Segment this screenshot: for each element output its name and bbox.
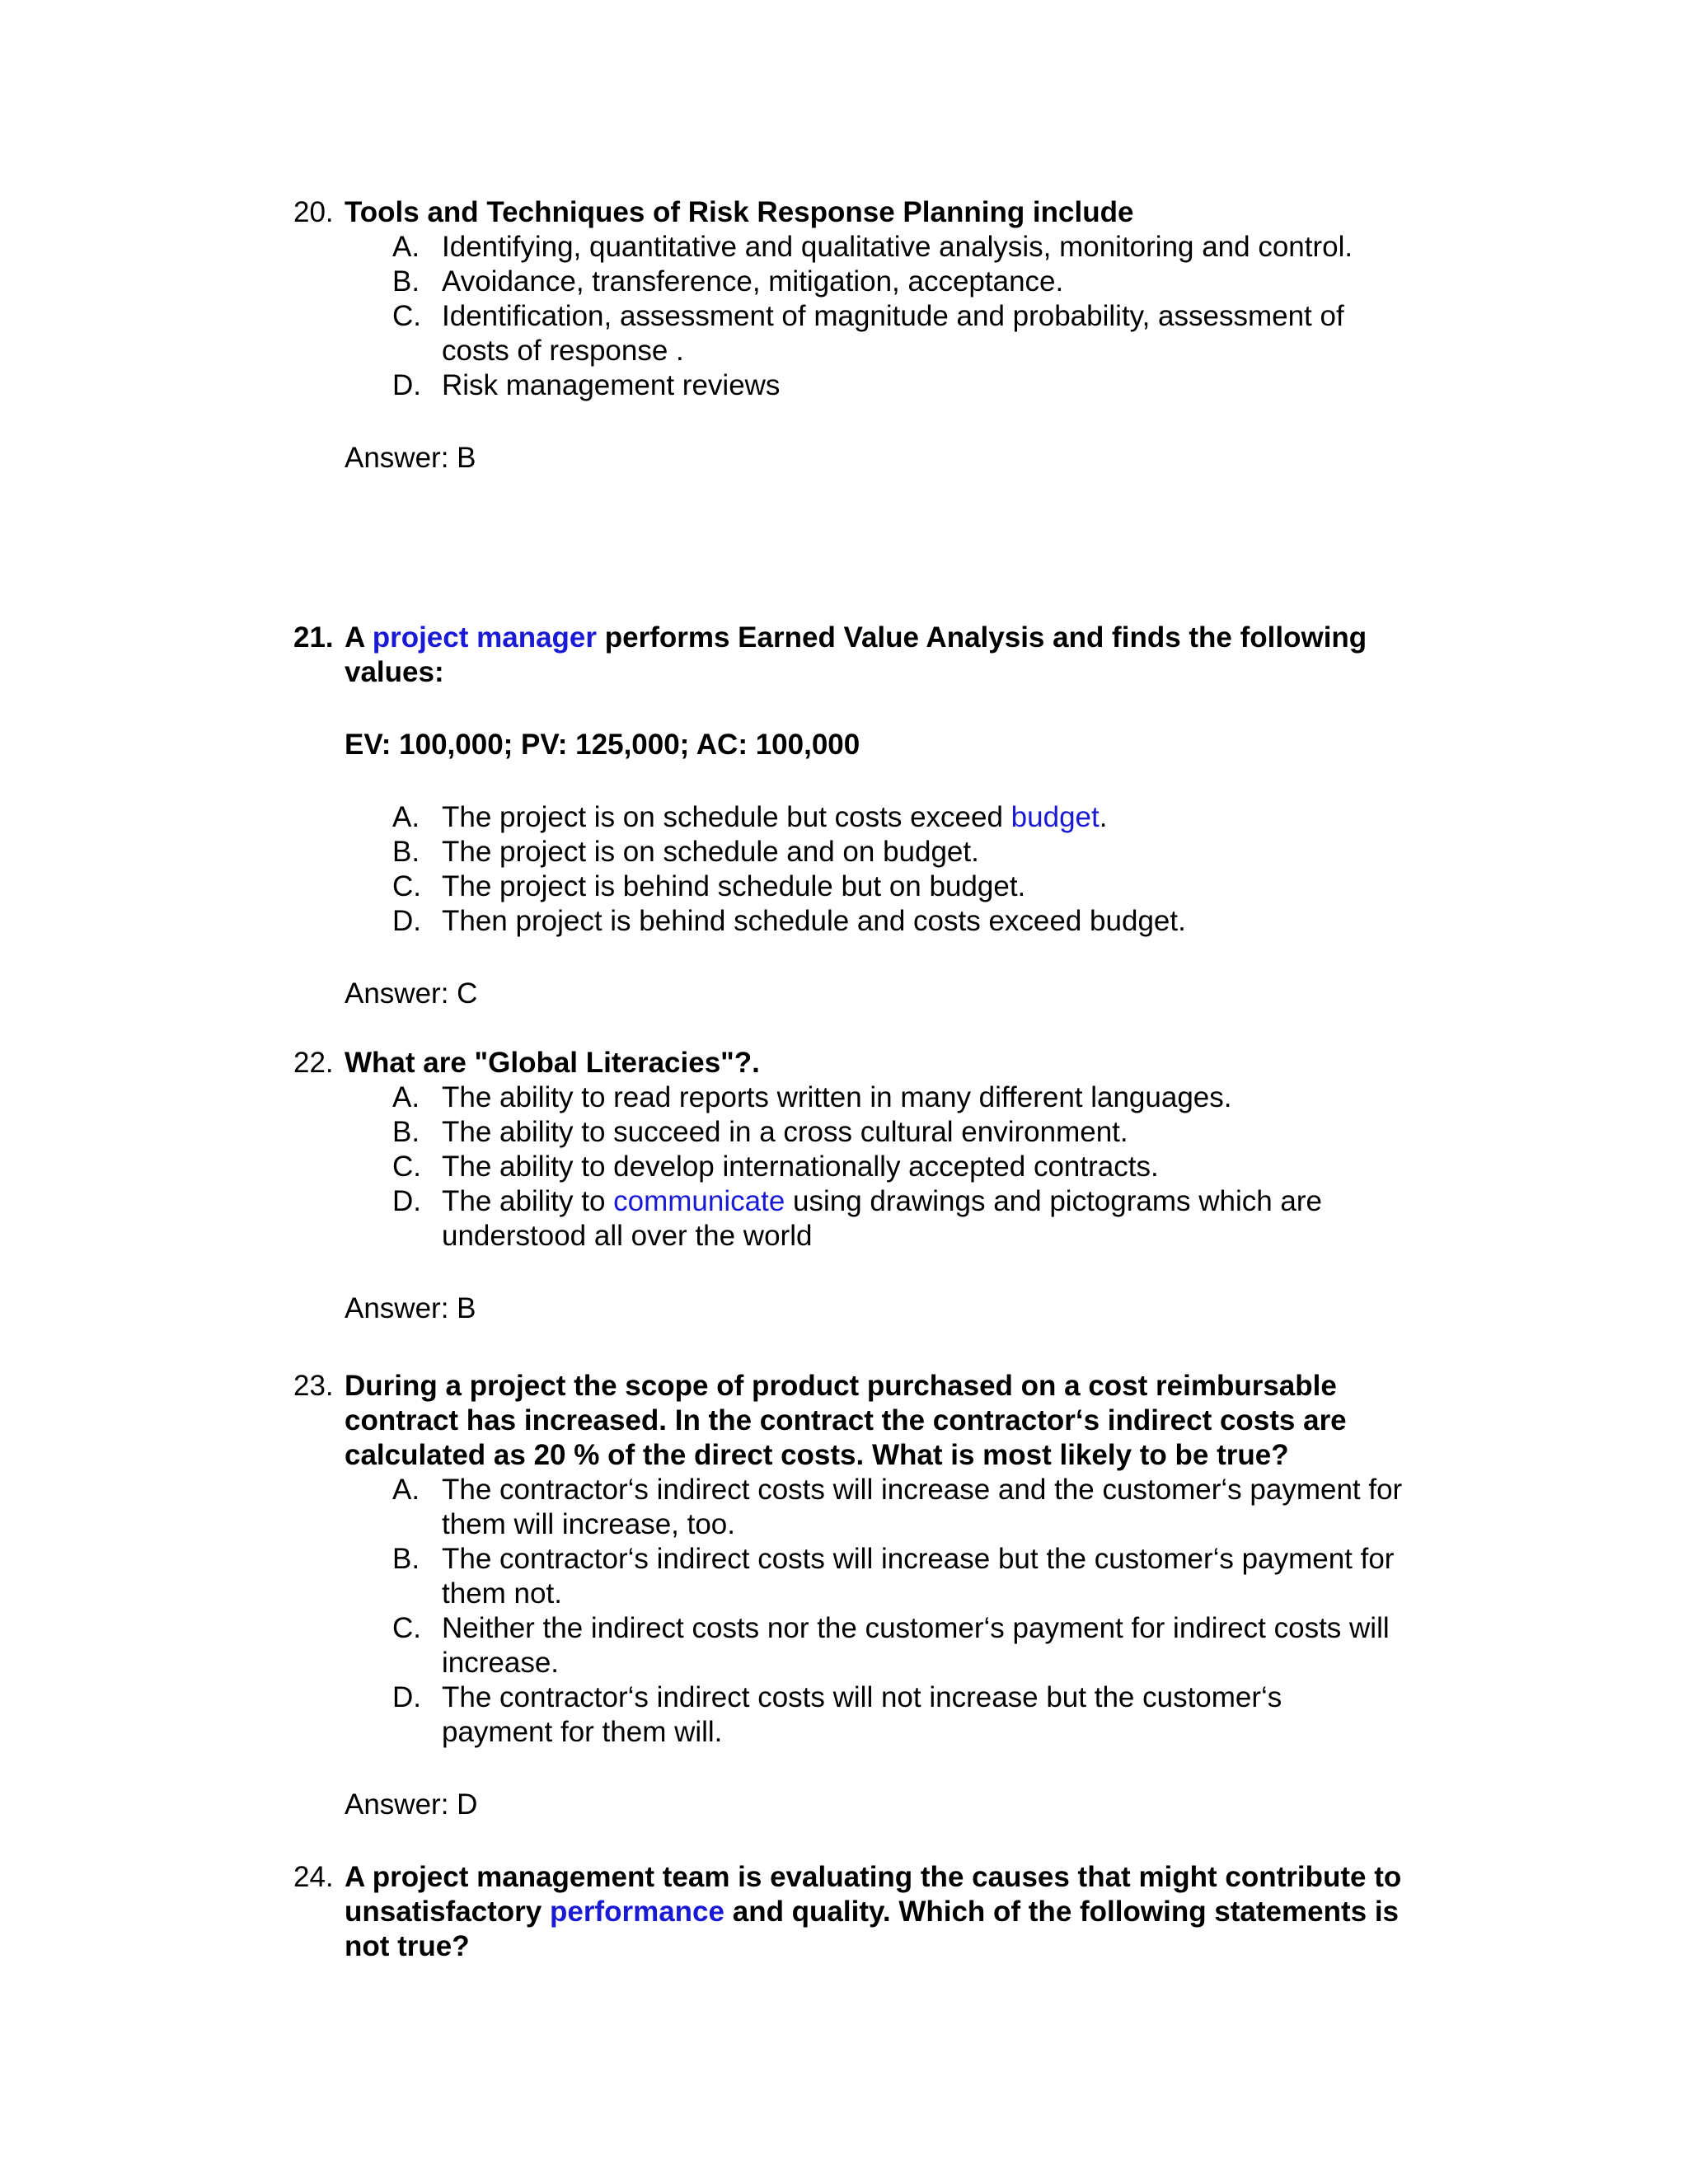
option-text: The ability to read reports written in many different languages. xyxy=(442,1081,1232,1113)
question-text xyxy=(293,1860,1447,1964)
option-letter: A. xyxy=(392,1474,420,1506)
option-text: The contractor‘s indirect costs will increase but the customer‘s payment for them not. xyxy=(442,1543,1395,1610)
project-manager-link[interactable]: project manager xyxy=(372,621,598,654)
option-a xyxy=(293,230,1447,265)
option-text: The project is on schedule but costs exceed xyxy=(442,801,1011,833)
option-c xyxy=(293,1611,1447,1680)
option-letter: D. xyxy=(392,1681,421,1713)
option-text-suffix: . xyxy=(1099,801,1108,833)
option-letter: C. xyxy=(392,1151,421,1183)
option-d xyxy=(293,368,1447,403)
option-a xyxy=(293,1473,1447,1542)
option-letter: B. xyxy=(392,1116,420,1148)
option-text: The contractor‘s indirect costs will increase and the customer‘s payment for them will increase, too. xyxy=(442,1474,1403,1540)
question-stem-suffix: and quality. Which of the following statements is not true? xyxy=(345,1896,1400,1962)
option-letter: A. xyxy=(392,801,420,833)
option-c xyxy=(293,1150,1447,1184)
option-text: Risk management reviews xyxy=(442,369,781,401)
budget-link[interactable]: budget xyxy=(1010,801,1100,833)
question-number: 21. xyxy=(293,621,334,654)
answer-line: Answer: B xyxy=(345,1292,476,1324)
option-text: Neither the indirect costs nor the customer‘s payment for indirect costs will increase. xyxy=(442,1612,1390,1679)
answer-options xyxy=(293,230,1447,403)
option-text: Then project is behind schedule and costs exceed budget. xyxy=(442,905,1186,937)
option-text: The project is on schedule and on budget. xyxy=(442,836,979,868)
option-b xyxy=(293,835,1447,869)
option-text: The ability to develop internationally accepted contracts. xyxy=(442,1151,1159,1183)
question-22 xyxy=(293,1046,1447,1326)
option-letter: A. xyxy=(392,1081,420,1113)
question-stem: What are "Global Literacies"?. xyxy=(345,1047,760,1079)
performance-link[interactable]: performance xyxy=(549,1896,724,1928)
question-text xyxy=(293,1046,1447,1080)
option-b xyxy=(293,265,1447,299)
option-c xyxy=(293,299,1447,368)
option-b xyxy=(293,1115,1447,1150)
question-stem-suffix: performs Earned Value Analysis and finds the following values: xyxy=(345,621,1367,688)
earned-value-figures: EV: 100,000; PV: 125,000; AC: 100,000 xyxy=(345,729,860,761)
option-d xyxy=(293,1184,1447,1254)
option-letter: B. xyxy=(392,836,420,868)
answer-line: Answer: D xyxy=(345,1788,478,1821)
option-text: Avoidance, transference, mitigation, acceptance. xyxy=(442,265,1064,298)
question-23 xyxy=(293,1369,1447,1822)
answer-line: Answer: C xyxy=(345,977,478,1010)
option-letter: D. xyxy=(392,905,421,937)
option-text: The ability to xyxy=(442,1185,614,1217)
option-letter: C. xyxy=(392,870,421,902)
question-stem-prefix: A xyxy=(345,621,373,654)
option-text-suffix: using drawings and pictograms which are understood all over the world xyxy=(442,1185,1323,1252)
option-letter: B. xyxy=(392,1543,420,1575)
answer-options xyxy=(293,800,1447,939)
option-c xyxy=(293,869,1447,904)
option-letter: D. xyxy=(392,369,421,401)
option-letter: D. xyxy=(392,1185,421,1217)
communicate-link[interactable]: communicate xyxy=(613,1185,785,1217)
question-number: 24. xyxy=(293,1861,334,1893)
option-d xyxy=(293,1680,1447,1750)
option-letter: B. xyxy=(392,265,420,298)
question-number: 23. xyxy=(293,1370,334,1402)
option-text: Identifying, quantitative and qualitative analysis, monitoring and control. xyxy=(442,231,1353,263)
option-text: The ability to succeed in a cross cultural environment. xyxy=(442,1116,1128,1148)
option-text: The contractor‘s indirect costs will not increase but the customer‘s payment for them will. xyxy=(442,1681,1282,1748)
question-number: 22. xyxy=(293,1047,334,1079)
option-text: Identification, assessment of magnitude and probability, assessment of costs of response . xyxy=(442,300,1344,367)
option-letter: C. xyxy=(392,1612,421,1644)
option-text: The project is behind schedule but on budget. xyxy=(442,870,1026,902)
question-21 xyxy=(293,621,1447,1011)
question-stem-prefix: A project management team is evaluating the causes that might contribute to unsatisfactory xyxy=(345,1861,1402,1928)
option-a xyxy=(293,800,1447,835)
option-d xyxy=(293,904,1447,939)
question-text xyxy=(293,621,1447,690)
question-20 xyxy=(293,195,1447,476)
answer-options xyxy=(293,1080,1447,1254)
option-a xyxy=(293,1080,1447,1115)
option-letter: C. xyxy=(392,300,421,332)
answer-options xyxy=(293,1473,1447,1750)
question-stem: Tools and Techniques of Risk Response Planning include xyxy=(345,196,1134,228)
question-number: 20. xyxy=(293,196,334,228)
answer-line: Answer: B xyxy=(345,442,476,474)
option-b xyxy=(293,1542,1447,1611)
option-letter: A. xyxy=(392,231,420,263)
question-text xyxy=(293,1369,1447,1473)
question-stem: During a project the scope of product purchased on a cost reimbursable contract has increased. In the contract the contractor‘s indirect costs are calculated as 20 % of the direct costs. What is most likely to be true? xyxy=(345,1370,1347,1471)
question-24 xyxy=(293,1860,1447,1964)
question-text xyxy=(293,195,1447,230)
